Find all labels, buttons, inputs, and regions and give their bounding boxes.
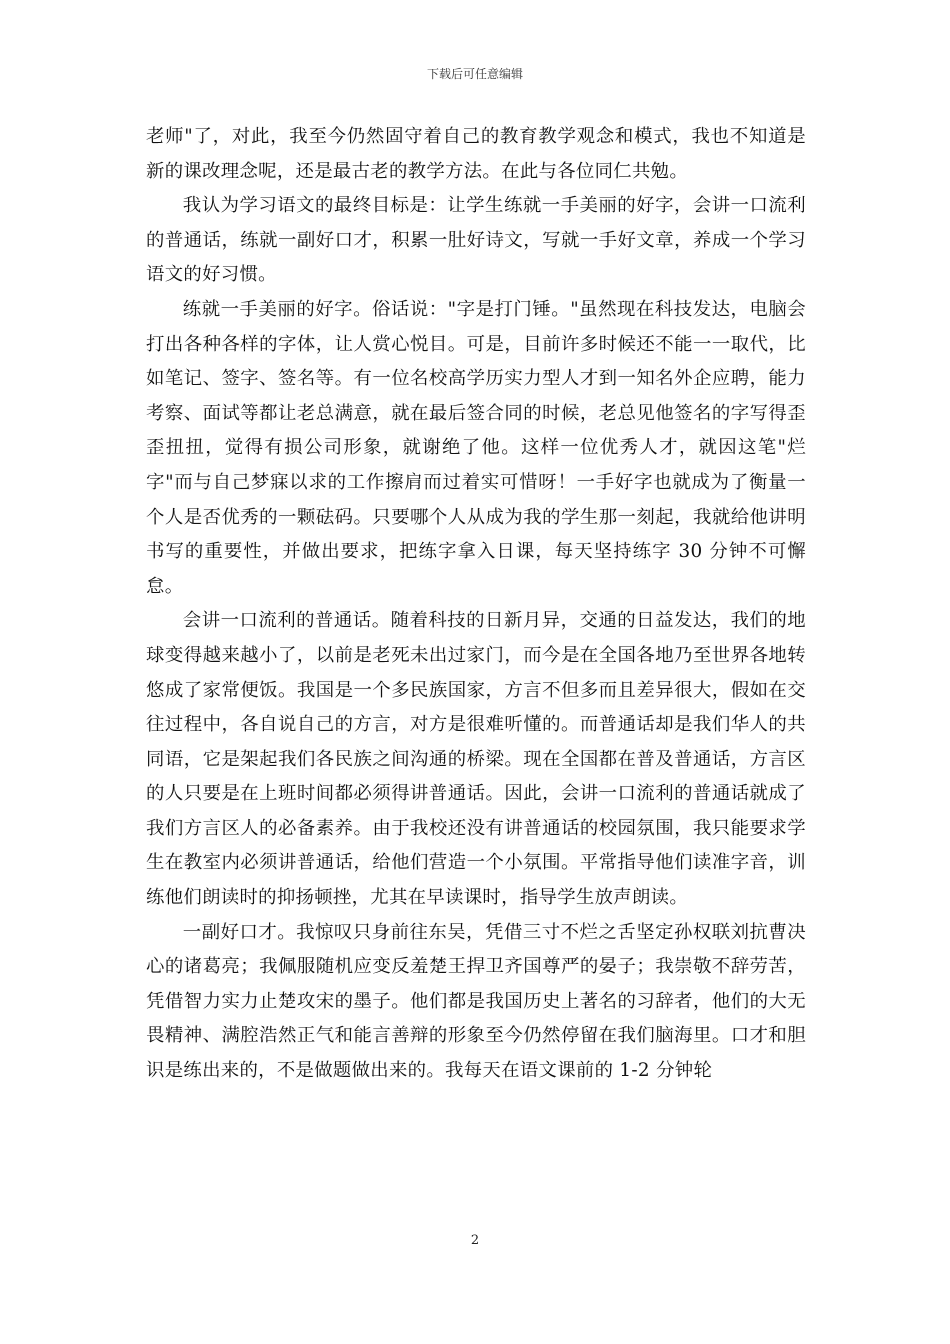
paragraph-1: 老师"了，对此，我至今仍然固守着自己的教育教学观念和模式，我也不知道是新的课改理念呢，还是最古老的教学方法。在此与各位同仁共勉。 <box>146 126 806 182</box>
paragraph-4: 会讲一口流利的普通话。随着科技的日新月异，交通的日益发达，我们的地球变得越来越小了，以前是老死未出过家门，而今是在全国各地乃至世界各地转悠成了家常便饭。我国是一个多民族国家，方言不但多而且差异很大，假如在交往过程中，各自说自己的方言，对方是很难听懂的。而普通话却是我们华人的共同语，它是架起我们各民族之间沟通的桥梁。现在全国都在普及普通话，方言区的人只要是在上班时间都必须得讲普通话。因此，会讲一口流利的普通话就成了我们方言区人的必备素养。由于我校还没有讲普通话的校园氛围，我只能要求学生在教室内必须讲普通话，给他们营造一个小氛围。平常指导他们读准字音，训练他们朗读时的抑扬顿挫，尤其在早读课时，指导学生放声朗读。 <box>146 610 806 909</box>
paragraph-5: 一副好口才。我惊叹只身前往东吴，凭借三寸不烂之舌坚定孙权联刘抗曹决心的诸葛亮；我佩服随机应变反羞楚王捍卫齐国尊严的晏子；我崇敬不辞劳苦，凭借智力实力止楚攻宋的墨子。他们都是我国历史上著名的习辞者，他们的大无畏精神、满腔浩然正气和能言善辩的形象至今仍然停留在我们脑海里。口才和胆识是练出来的，不是做题做出来的。我每天在语文课前的 1-2 分钟轮 <box>146 921 806 1082</box>
paragraph-2: 我认为学习语文的最终目标是：让学生练就一手美丽的好字，会讲一口流利的普通话，练就一副好口才，积累一肚好诗文，写就一手好文章，养成一个学习语文的好习惯。 <box>146 195 806 286</box>
page-number: 2 <box>470 1233 480 1248</box>
page-header: 下载后可任意编辑 <box>426 67 523 81</box>
document-body <box>146 120 806 1089</box>
paragraph-3: 练就一手美丽的好字。俗话说："字是打门锤。"虽然现在科技发达，电脑会打出各种各样的字体，让人赏心悦目。可是，目前许多时候还不能一一取代，比如笔记、签字、签名等。有一位名校高学历实力型人才到一知名外企应聘，能力考察、面试等都让老总满意，就在最后签合同的时候，老总见他签名的字写得歪歪扭扭，觉得有损公司形象，就谢绝了他。这样一位优秀人才，就因这笔"烂字"而与自己梦寐以求的工作擦肩而过着实可惜呀！一手好字也就成为了衡量一个人是否优秀的一颗砝码。只要哪个人从成为我的学生那一刻起，我就给他讲明书写的重要性，并做出要求，把练字拿入日课，每天坚持练字 30 分钟不可懈怠。 <box>146 298 806 597</box>
